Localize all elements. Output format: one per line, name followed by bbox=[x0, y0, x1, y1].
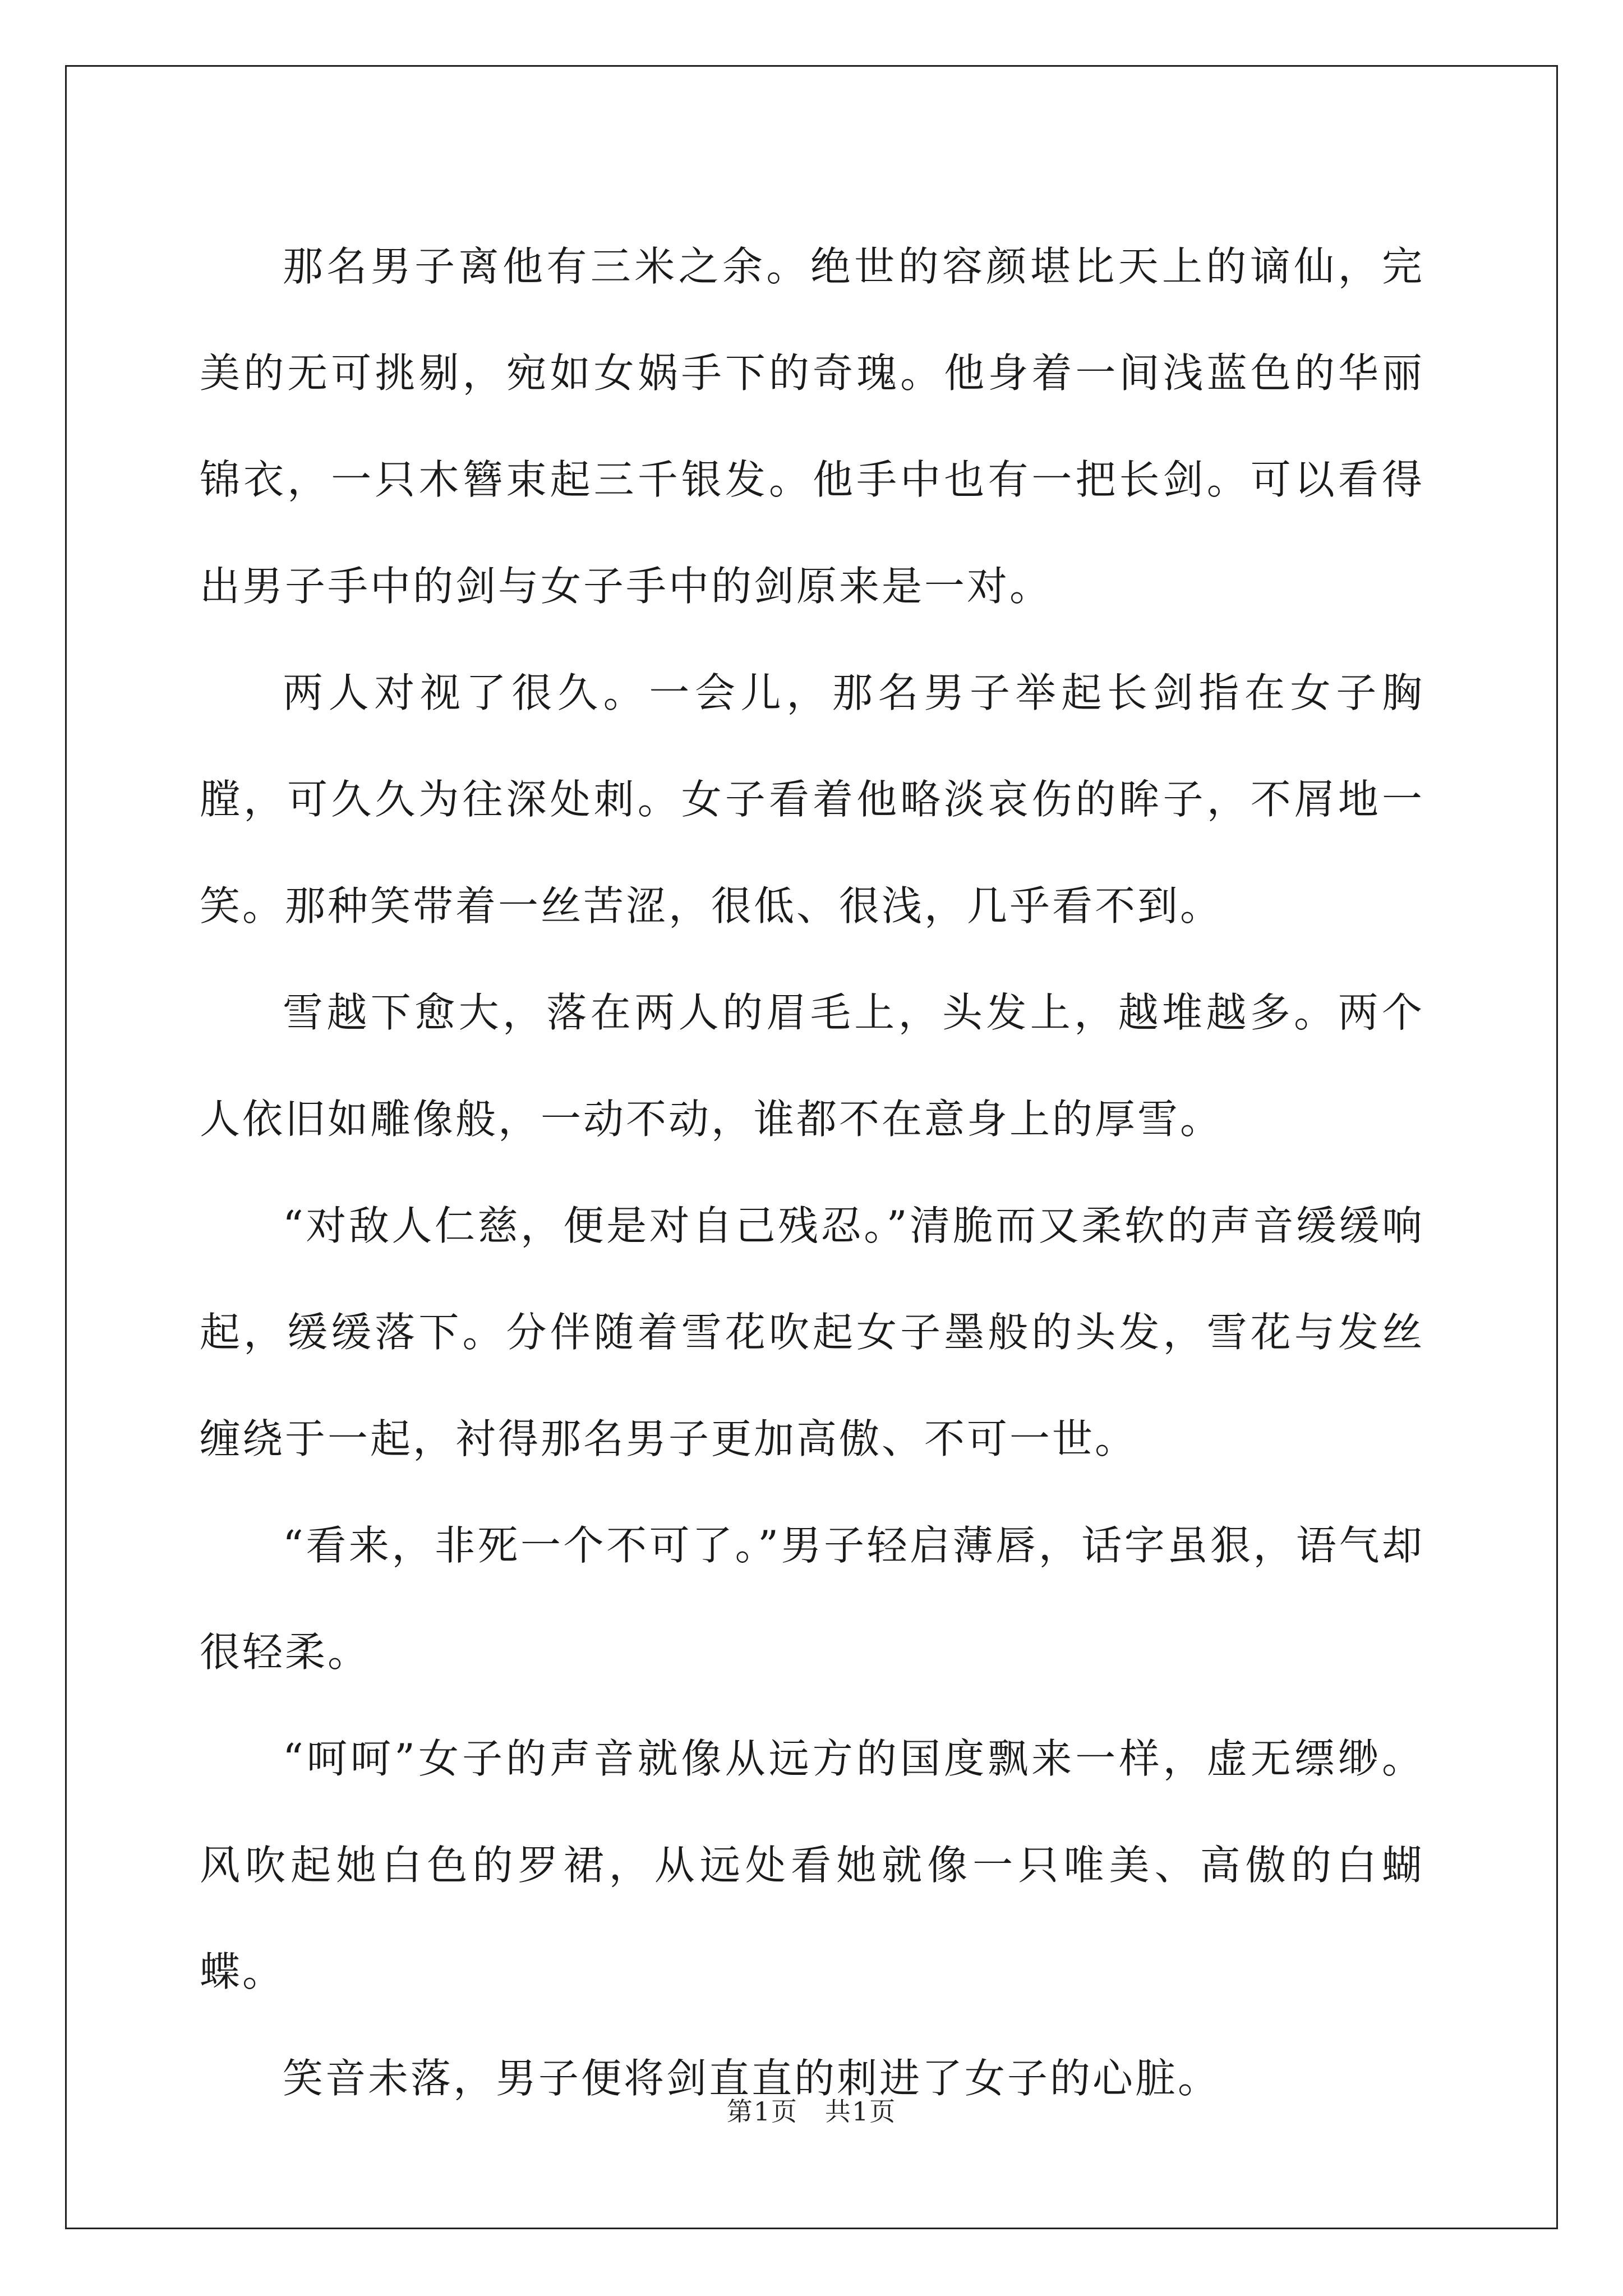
page-number-total: 共1页 bbox=[825, 2096, 897, 2127]
paragraph-4: “对敌人仁慈，便是对自己残忍。”清脆而又柔软的声音缓缓响起，缓缓落下。分伴随着雪花吹起女子墨般的头发，雪花与发丝缠绕于一起，衬得那名男子更加高傲、不可一世。 bbox=[200, 1202, 1424, 1462]
paragraph-2: 两人对视了很久。一会儿，那名男子举起长剑指在女子胸膛，可久久为往深处刺。女子看着他略淡哀伤的眸子，不屑地一笑。那种笑带着一丝苦涩，很低、很浅，几乎看不到。 bbox=[200, 669, 1424, 930]
paragraph-1: 那名男子离他有三米之余。绝世的容颜堪比天上的谪仙，完美的无可挑剔，宛如女娲手下的奇瑰。他身着一间浅蓝色的华丽锦衣，一只木簪束起三千银发。他手中也有一把长剑。可以看得出男子手中的剑与女子手中的剑原来是一对。 bbox=[200, 243, 1424, 610]
paragraph-7: 笑音未落，男子便将剑直直的刺进了女子的心脏。 bbox=[283, 2055, 1221, 2102]
page-footer bbox=[0, 2091, 1623, 2128]
paragraph-6: “呵呵”女子的声音就像从远方的国度飘来一样，虚无缥缈。风吹起她白色的罗裙，从远处看她就像一只唯美、高傲的白蝴蝶。 bbox=[200, 1735, 1424, 1995]
paragraph-3: 雪越下愈大，落在两人的眉毛上，头发上，越堆越多。两个人依旧如雕像般，一动不动，谁都不在意身上的厚雪。 bbox=[200, 989, 1424, 1143]
page-number-current: 第1页 bbox=[726, 2096, 798, 2127]
document-body bbox=[200, 213, 1424, 2132]
paragraph-5: “看来，非死一个不可了。”男子轻启薄唇，话字虽狠，语气却很轻柔。 bbox=[200, 1522, 1424, 1676]
